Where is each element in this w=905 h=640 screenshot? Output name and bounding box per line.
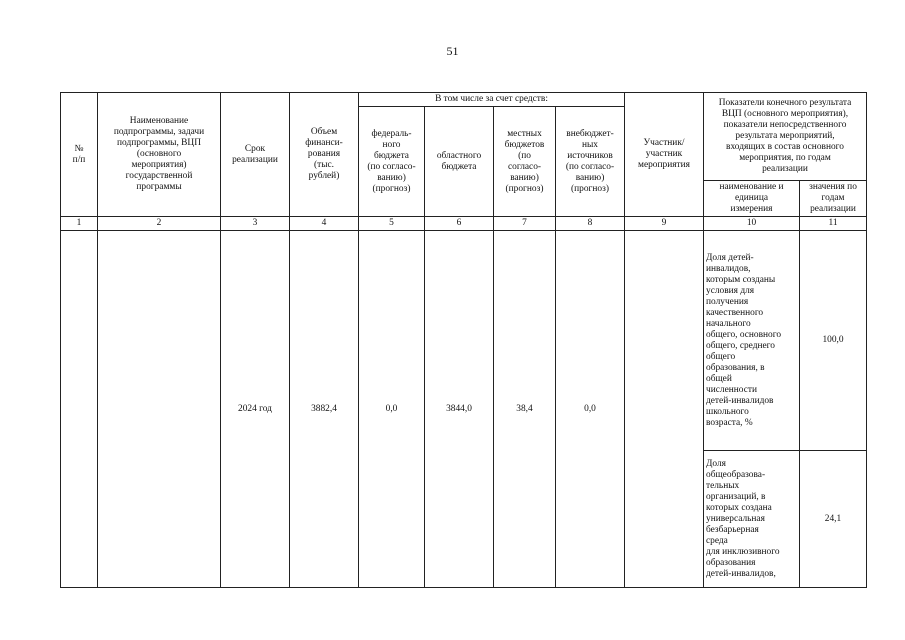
header-col-regional: областного бюджета [425,107,494,217]
header-col-participant: Участник/ участник мероприятия [625,93,704,217]
column-number: 3 [221,217,290,231]
header-col-indicator-value: значения по годам реализации [800,181,867,217]
column-number: 2 [98,217,221,231]
header-group-funding: В том числе за счет средств: [359,93,625,107]
column-number: 9 [625,217,704,231]
page-number: 51 [446,44,459,58]
cell-participant [625,231,704,588]
program-table [60,92,867,588]
header-col-extrabudgetary: внебюджет- ных источников (по согласо- ванию) (прогноз) [556,107,625,217]
cell-extrabudgetary: 0,0 [556,231,625,588]
header-col-federal: федераль- ного бюджета (по согласо- ванию) (прогноз) [359,107,425,217]
cell-federal: 0,0 [359,231,425,588]
header-col-period: Срок реализации [221,93,290,217]
header-col-number: № п/п [61,93,98,217]
header-col-name: Наименование подпрограммы, задачи подпрограммы, ВЦП (основного мероприятия) государственной программы [98,93,221,217]
cell-regional: 3844,0 [425,231,494,588]
header-col-indicator-name: наименование и единица измерения [704,181,800,217]
header-col-total: Объем финанси- рования (тыс. рублей) [290,93,359,217]
indicator-name: Доля общеобразова- тельных организаций, в которых создана универсальная безбарьерная среда для инклюзивного образования детей-инвалидов, [704,451,800,588]
column-number: 1 [61,217,98,231]
table-row [61,231,867,451]
cell-number [61,231,98,588]
column-number: 10 [704,217,800,231]
cell-total: 3882,4 [290,231,359,588]
column-number: 11 [800,217,867,231]
column-number: 6 [425,217,494,231]
column-number: 4 [290,217,359,231]
column-number: 8 [556,217,625,231]
column-number-row [61,217,867,231]
column-number: 5 [359,217,425,231]
indicator-name: Доля детей- инвалидов, которым созданы условия для получения качественного начального общего, основного общего, среднего общего образования, в общей численности детей-инвалидов школьного возраста, % [704,231,800,451]
cell-period: 2024 год [221,231,290,588]
indicator-value: 100,0 [800,231,867,451]
cell-local: 38,4 [494,231,556,588]
column-number: 7 [494,217,556,231]
header-col-local: местных бюджетов (по согласо- ванию) (прогноз) [494,107,556,217]
cell-name [98,231,221,588]
indicator-value: 24,1 [800,451,867,588]
header-group-indicators: Показатели конечного результата ВЦП (основного мероприятия), показатели непосредственного результата мероприятий, входящих в состав основного мероприятия, по годам реализации [704,93,867,181]
